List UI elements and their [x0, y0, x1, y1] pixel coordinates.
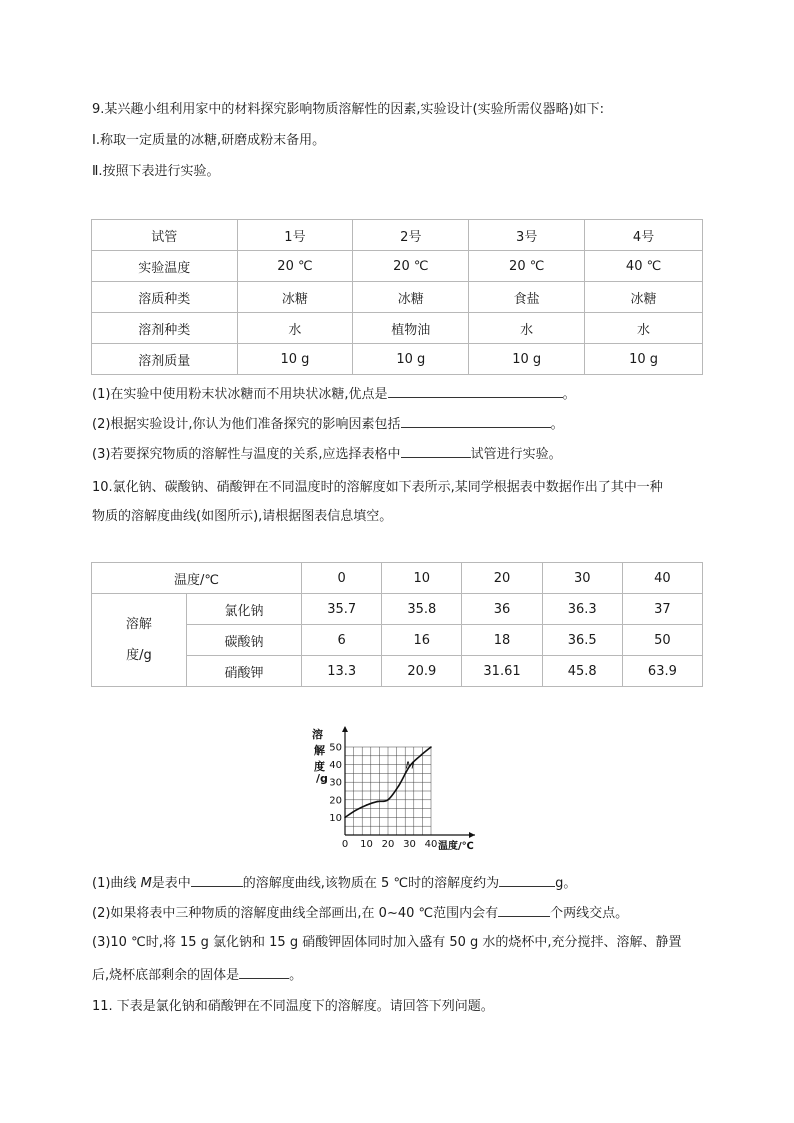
table-cell: 20 ℃	[469, 251, 585, 282]
table-cell: 20 ℃	[237, 251, 353, 282]
y-tick-label: 50	[329, 742, 342, 754]
table-row	[92, 282, 703, 313]
y-tick-label: 30	[329, 777, 342, 789]
table-cell: 50	[622, 625, 702, 656]
answer-blank-q10-2[interactable]	[498, 903, 550, 917]
table-cell: 水	[469, 313, 585, 344]
q10-intro-line1: 10.氯化钠、碳酸钠、硝酸钾在不同温度时的溶解度如下表所示,某同学根据表中数据作出了其中一种	[92, 480, 663, 495]
curve-m-point	[344, 817, 346, 819]
table-row	[92, 313, 703, 344]
x-axis-label: 温度/℃	[438, 841, 474, 852]
group-label-line-1: 溶解	[125, 617, 152, 632]
table-cell: 35.8	[382, 594, 462, 625]
table-cell: 1号	[237, 220, 353, 251]
table-cell: 食盐	[469, 282, 585, 313]
experiment-table	[91, 219, 703, 375]
curve-m-annotation: M	[405, 760, 415, 772]
table-row	[92, 251, 703, 282]
row-header-cell: 溶剂种类	[92, 313, 238, 344]
curve-m-point	[376, 801, 378, 803]
curve-m-point	[355, 810, 357, 812]
solubility-group-label	[92, 594, 187, 687]
table-cell: 3号	[469, 220, 585, 251]
table-cell: 2号	[353, 220, 469, 251]
temperature-cell: 30	[542, 563, 622, 594]
table-cell: 16	[382, 625, 462, 656]
row-header-cell: 溶剂质量	[92, 344, 238, 375]
curve-m-point	[398, 785, 400, 787]
substance-name: 氯化钠	[186, 594, 301, 625]
y-axis-arrow	[342, 726, 348, 732]
x-tick-label: 40	[424, 839, 438, 850]
temperature-header: 温度/℃	[92, 563, 302, 594]
temperature-cell: 10	[382, 563, 462, 594]
table-row	[92, 344, 703, 375]
table-cell: 10 g	[469, 344, 585, 375]
table-cell: 63.9	[622, 656, 702, 687]
table-cell: 水	[585, 313, 703, 344]
x-axis-arrow	[469, 832, 475, 838]
y-axis-label: /g	[316, 772, 328, 785]
table-cell: 冰糖	[585, 282, 703, 313]
table-row	[92, 594, 703, 625]
curve-m-point	[387, 799, 389, 801]
curve-m-point	[419, 755, 421, 757]
q10-sub3-line1: (3)10 ℃时,将 15 g 氯化钠和 15 g 硝酸钾固体同时加入盛有 50 g 水的烧杯中,充分搅拌、溶解、静置	[92, 935, 682, 950]
table-cell: 36.5	[542, 625, 622, 656]
answer-blank-q9-2[interactable]	[401, 414, 551, 428]
q11-intro: 11. 下表是氯化钠和硝酸钾在不同温度下的溶解度。请回答下列问题。	[92, 999, 494, 1014]
y-axis-label: 度	[314, 760, 325, 773]
curve-m-label: M	[140, 876, 152, 891]
answer-blank-q9-1[interactable]	[388, 384, 563, 398]
y-tick-label: 10	[329, 812, 342, 824]
answer-blank-q9-3[interactable]	[401, 444, 471, 458]
table-cell: 10 g	[585, 344, 703, 375]
table-cell: 35.7	[302, 594, 382, 625]
q9-sub2: (2)根据实验设计,你认为他们准备探究的影响因素包括 。	[92, 414, 564, 434]
answer-blank-q10-3[interactable]	[239, 965, 289, 979]
q10-intro-line2: 物质的溶解度曲线(如图所示),请根据图表信息填空。	[92, 509, 393, 524]
table-cell: 20 ℃	[353, 251, 469, 282]
q10-sub2: (2)如果将表中三种物质的溶解度曲线全部画出,在 0~40 ℃范围内会有 个两线交点。	[92, 903, 628, 923]
x-tick-label: 0	[341, 839, 349, 850]
y-axis-label: 解	[314, 744, 325, 757]
table-cell: 冰糖	[237, 282, 353, 313]
table-row	[92, 220, 703, 251]
table-cell: 水	[237, 313, 353, 344]
row-header-cell: 溶质种类	[92, 282, 238, 313]
q9-sub3: (3)若要探究物质的溶解性与温度的关系,应选择表格中 试管进行实验。	[92, 444, 562, 464]
solubility-table	[91, 562, 703, 687]
substance-name: 硝酸钾	[186, 656, 301, 687]
q10-sub1: (1)曲线 M是表中 的溶解度曲线,该物质在 5 ℃时的溶解度约为 g。	[92, 873, 576, 893]
x-tick-label: 30	[403, 839, 416, 850]
table-cell: 37	[622, 594, 702, 625]
answer-blank-q10-1b[interactable]	[499, 873, 555, 887]
table-cell: 36.3	[542, 594, 622, 625]
curve-m-point	[366, 804, 368, 806]
x-tick-label: 20	[381, 839, 395, 850]
table-cell: 40 ℃	[585, 251, 703, 282]
temperature-cell: 0	[302, 563, 382, 594]
table-cell: 6	[302, 625, 382, 656]
table-cell: 45.8	[542, 656, 622, 687]
table-cell: 36	[462, 594, 542, 625]
row-header-cell: 实验温度	[92, 251, 238, 282]
group-label-line-2: 度/g	[126, 648, 152, 663]
q9-step1: Ⅰ.称取一定质量的冰糖,研磨成粉末备用。	[92, 133, 326, 148]
table-cell: 31.61	[462, 656, 542, 687]
table-cell: 18	[462, 625, 542, 656]
substance-name: 碳酸钠	[186, 625, 301, 656]
table-cell: 10 g	[353, 344, 469, 375]
row-header-cell: 试管	[92, 220, 238, 251]
y-tick-label: 20	[329, 795, 342, 807]
y-tick-label: 40	[329, 760, 342, 772]
y-axis-label: 溶	[312, 728, 323, 741]
q10-sub3-line2: 后,烧杯底部剩余的固体是 。	[92, 965, 302, 985]
answer-blank-q10-1a[interactable]	[191, 873, 243, 887]
table-cell: 13.3	[302, 656, 382, 687]
table-cell: 植物油	[353, 313, 469, 344]
x-tick-label: 10	[360, 839, 373, 850]
table-cell: 10 g	[237, 344, 353, 375]
q9-sub1: (1)在实验中使用粉末状冰糖而不用块状冰糖,优点是 。	[92, 384, 576, 404]
table-header-row	[92, 563, 703, 594]
table-cell: 20.9	[382, 656, 462, 687]
q9-step2: Ⅱ.按照下表进行实验。	[92, 164, 220, 179]
table-cell: 4号	[585, 220, 703, 251]
curve-m-point	[430, 746, 432, 748]
temperature-cell: 40	[622, 563, 702, 594]
table-cell: 冰糖	[353, 282, 469, 313]
solubility-curve-chart	[310, 722, 485, 862]
q9-intro: 9.某兴趣小组利用家中的材料探究影响物质溶解性的因素,实验设计(实验所需仪器略)如下:	[92, 102, 605, 117]
temperature-cell: 20	[462, 563, 542, 594]
